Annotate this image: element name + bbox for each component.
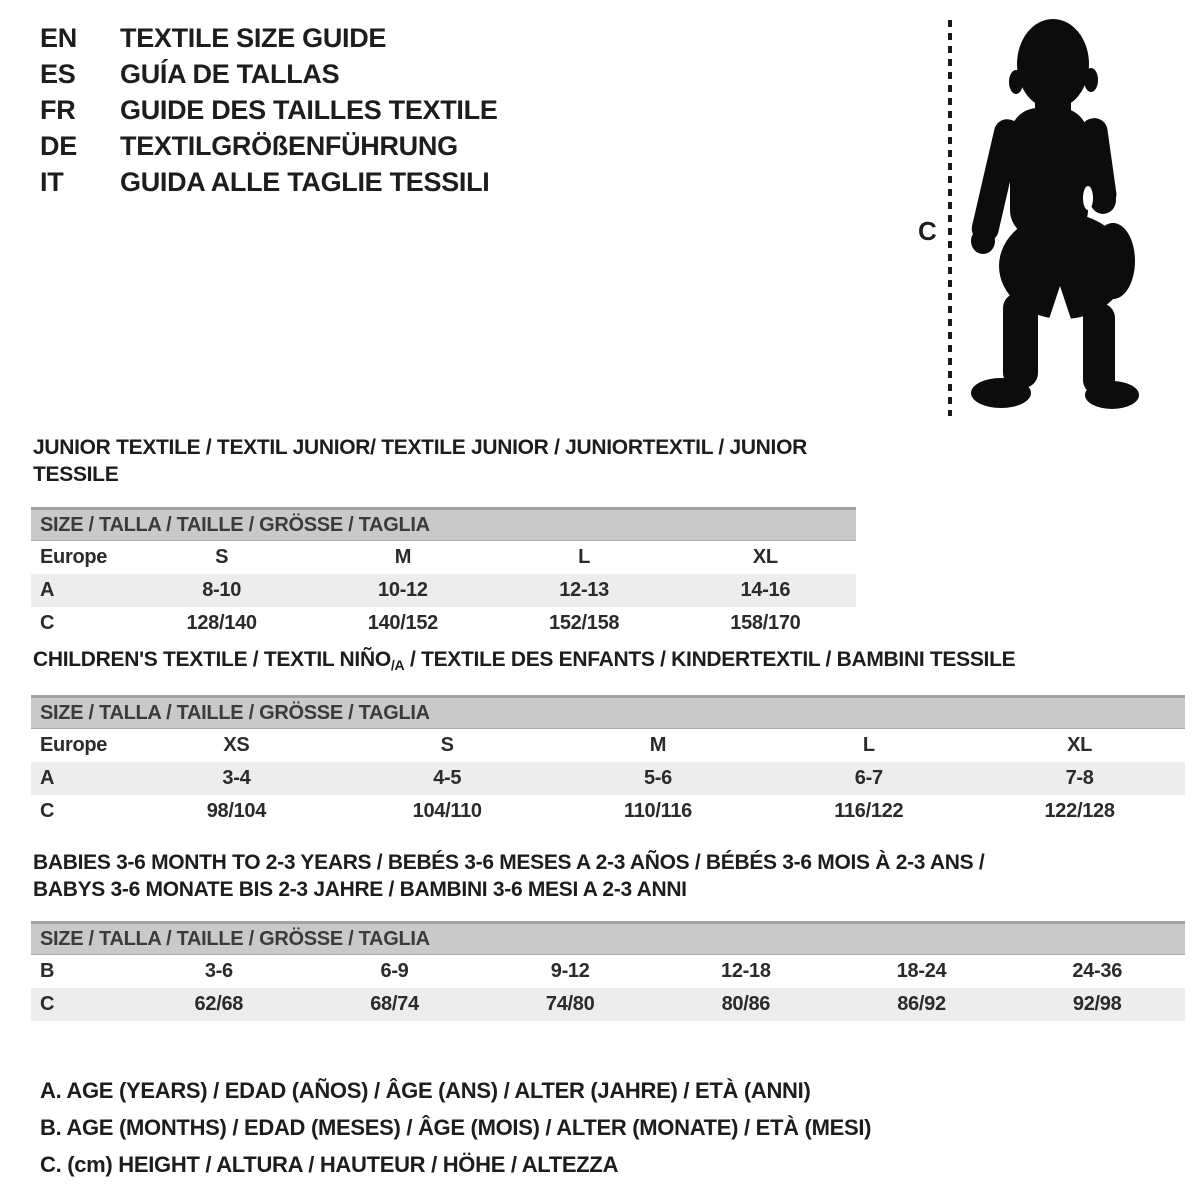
value-cell: 140/152: [367, 612, 438, 634]
row-label: B: [40, 960, 55, 982]
value-cell: 12-18: [721, 960, 771, 982]
section-title: JUNIOR TEXTILE / TEXTIL JUNIOR/ TEXTILE JUNIOR / JUNIORTEXTIL / JUNIOR TESSILE: [33, 436, 807, 486]
size-cell: L: [578, 546, 591, 568]
value-cell: 62/68: [194, 993, 244, 1015]
value-cell: 18-24: [896, 960, 947, 982]
value-cell: 74/80: [545, 993, 595, 1015]
lang-code: DE: [40, 130, 77, 161]
row-label: C: [40, 800, 55, 822]
junior-size-table: [31, 507, 856, 640]
size-cell: XS: [223, 734, 250, 756]
row-label: Europe: [40, 546, 108, 568]
lang-row-en: [40, 20, 498, 56]
value-cell: 24-36: [1072, 960, 1123, 982]
toddler-silhouette-icon: [955, 18, 1145, 418]
value-cell: 98/104: [206, 800, 267, 822]
lang-code: EN: [40, 22, 77, 53]
lang-title: GUIDE DES TAILLES TEXTILE: [120, 94, 498, 125]
value-cell: 5-6: [643, 767, 672, 789]
lang-row-de: [40, 128, 498, 164]
babies-size-table: [31, 921, 1185, 1021]
table-row-height: [31, 607, 856, 640]
row-label: Europe: [40, 734, 108, 756]
row-label: C: [40, 993, 55, 1015]
lang-row-es: [40, 56, 498, 92]
section-title: [31, 646, 1185, 679]
lang-row-fr: [40, 92, 498, 128]
lang-row-it: [40, 164, 498, 200]
title-part: / TEXTILE DES ENFANTS / KINDERTEXTIL / BAMBINI TESSILE: [404, 648, 1016, 671]
size-cell: M: [394, 546, 412, 568]
value-cell: 158/170: [730, 612, 801, 634]
value-cell: 110/116: [623, 800, 692, 822]
value-cell: 3-4: [222, 767, 251, 789]
lang-title: GUIDA ALLE TAGLIE TESSILI: [120, 166, 490, 197]
value-cell: 80/86: [721, 993, 771, 1015]
value-cell: 10-12: [378, 579, 428, 601]
table-row-europe: [31, 541, 856, 574]
value-cell: 6-9: [380, 960, 409, 982]
size-cell: S: [440, 734, 454, 756]
table-row-height: [31, 988, 1185, 1021]
size-cell: M: [649, 734, 667, 756]
size-cell: XL: [1067, 734, 1093, 756]
lang-code: IT: [40, 166, 64, 197]
table-row-months: [31, 955, 1185, 988]
legend-line-c: C. (cm) HEIGHT / ALTURA / HAUTEUR / HÖHE / ALTEZZA: [40, 1152, 619, 1177]
value-cell: 122/128: [1044, 800, 1115, 822]
value-cell: 92/98: [1072, 993, 1122, 1015]
table-row-age: [31, 574, 856, 607]
value-cell: 104/110: [412, 800, 482, 822]
row-label: A: [40, 579, 55, 601]
section-babies-textile: [31, 849, 1185, 1021]
measure-legend: [40, 1072, 871, 1183]
value-cell: 116/122: [834, 800, 904, 822]
value-cell: 8-10: [202, 579, 242, 601]
title-part: CHILDREN'S TEXTILE / TEXTIL NIÑO: [33, 648, 391, 671]
row-label: A: [40, 767, 55, 789]
title-subscript: /A: [390, 657, 405, 673]
legend-line-b: B. AGE (MONTHS) / EDAD (MESES) / ÂGE (MOIS) / ALTER (MONATE) / ETÀ (MESI): [40, 1115, 872, 1140]
size-header-bar: SIZE / TALLA / TAILLE / GRÖSSE / TAGLIA: [31, 507, 856, 541]
lang-title: TEXTILE SIZE GUIDE: [120, 22, 387, 53]
section-junior-textile: [31, 434, 856, 640]
size-cell: L: [862, 734, 875, 756]
size-header-bar: SIZE / TALLA / TAILLE / GRÖSSE / TAGLIA: [31, 921, 1185, 955]
value-cell: 86/92: [897, 993, 946, 1015]
row-label: C: [40, 612, 55, 634]
value-cell: 152/158: [549, 612, 620, 634]
table-row-age: [31, 762, 1185, 795]
lang-code: FR: [40, 94, 76, 125]
children-size-table: [31, 695, 1185, 828]
section-childrens-textile: [31, 646, 1185, 828]
value-cell: 4-5: [433, 767, 462, 789]
section-title-line1: BABIES 3-6 MONTH TO 2-3 YEARS / BEBÉS 3-6 MESES A 2-3 AÑOS / BÉBÉS 3-6 MOIS À 2-3 ANS /: [33, 851, 985, 874]
value-cell: 12-13: [559, 579, 609, 601]
table-row-height: [31, 795, 1185, 828]
height-figure: [900, 10, 1160, 430]
table-row-europe: [31, 729, 1185, 762]
value-cell: 9-12: [550, 960, 590, 982]
height-measure-line: [945, 18, 955, 418]
value-cell: 68/74: [370, 993, 419, 1015]
value-cell: 14-16: [740, 579, 791, 601]
value-cell: 7-8: [1065, 767, 1094, 789]
size-cell: XL: [752, 546, 778, 568]
lang-code: ES: [40, 58, 76, 89]
lang-title: GUÍA DE TALLAS: [120, 58, 340, 89]
size-header-bar: SIZE / TALLA / TAILLE / GRÖSSE / TAGLIA: [31, 695, 1185, 729]
height-measure-label: C: [918, 216, 937, 246]
value-cell: 128/140: [186, 612, 257, 634]
section-title-line2: BABYS 3-6 MONATE BIS 2-3 JAHRE / BAMBINI 3-6 MESI A 2-3 ANNI: [33, 878, 687, 901]
language-title-block: [40, 20, 498, 200]
value-cell: 6-7: [854, 767, 883, 789]
lang-title: TEXTILGRÖßENFÜHRUNG: [120, 130, 458, 161]
legend-line-a: A. AGE (YEARS) / EDAD (AÑOS) / ÂGE (ANS) / ALTER (JAHRE) / ETÀ (ANNI): [40, 1078, 811, 1103]
size-cell: S: [215, 546, 229, 568]
value-cell: 3-6: [204, 960, 233, 982]
